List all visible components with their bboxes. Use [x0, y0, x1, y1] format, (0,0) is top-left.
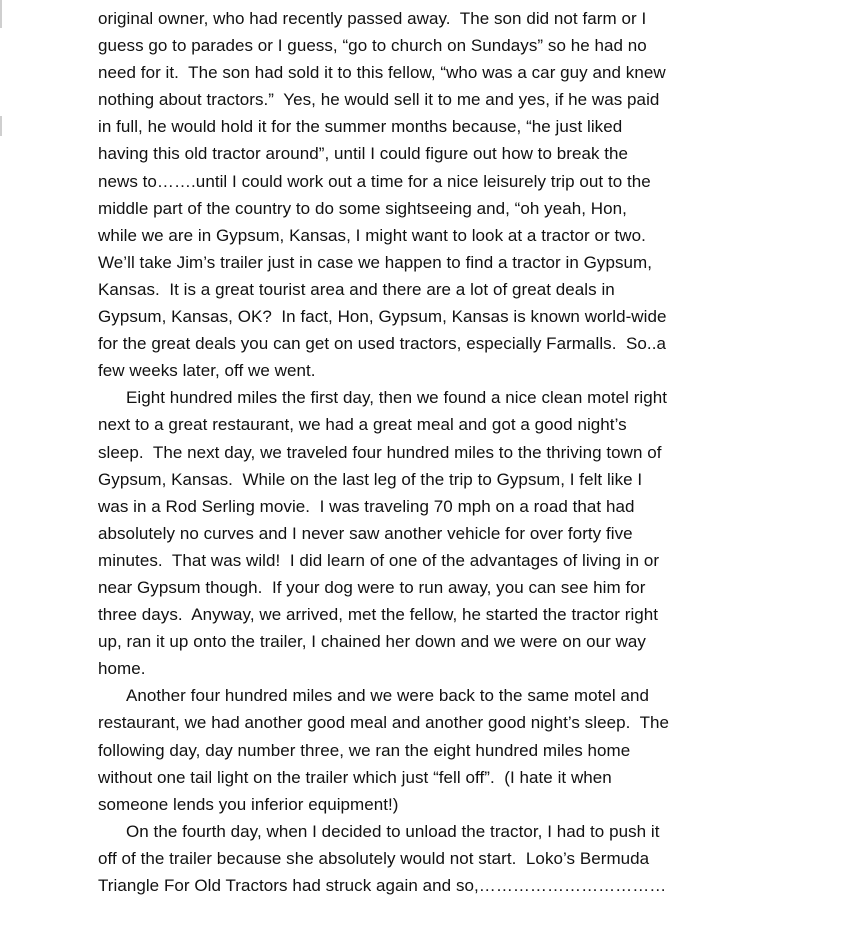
text-line: someone lends you inferior equipment!) [98, 794, 399, 814]
paragraph-first-line: Eight hundred miles the first day, then we found a nice clean motel right [126, 388, 668, 408]
text-line: Triangle For Old Tractors had struck again and so,…………………………… [98, 876, 667, 895]
paragraph-first-line: On the fourth day, when I decided to unload the tractor, I had to push it [126, 821, 660, 841]
text-line: news to…….until I could work out a time for a nice leisurely trip out to the [98, 171, 651, 191]
text-line: next to a great restaurant, we had a great meal and got a good night’s [98, 415, 627, 435]
text-line: was in a Rod Serling movie. I was traveling 70 mph on a road that had [98, 496, 635, 516]
text-line: need for it. The son had sold it to this fellow, “who was a car guy and knew [98, 63, 666, 83]
text-line: near Gypsum though. If your dog were to run away, you can see him for [98, 577, 646, 597]
text-line: restaurant, we had another good meal and another good night’s sleep. The [98, 713, 670, 733]
text-line: few weeks later, off we went. [98, 361, 316, 381]
text-line: middle part of the country to do some sightseeing and, “oh yeah, Hon, [98, 198, 627, 218]
scan-edge-mark [0, 0, 2, 28]
text-line: nothing about tractors.” Yes, he would sell it to me and yes, if he was paid [98, 90, 660, 110]
text-line: three days. Anyway, we arrived, met the fellow, he started the tractor right [98, 605, 659, 625]
text-line: original owner, who had recently passed away. The son did not farm or I [98, 9, 647, 28]
text-line: while we are in Gypsum, Kansas, I might want to look at a tractor or two. [98, 225, 646, 245]
text-line: having this old tractor around”, until I could figure out how to break the [98, 144, 629, 164]
text-line: We’ll take Jim’s trailer just in case we happen to find a tractor in Gypsum, [98, 252, 653, 272]
text-line: Gypsum, Kansas. While on the last leg of the trip to Gypsum, I felt like I [98, 469, 643, 489]
text-line: following day, day number three, we ran the eight hundred miles home [98, 740, 631, 760]
text-line: Kansas. It is a great tourist area and there are a lot of great deals in [98, 279, 615, 299]
text-line: in full, he would hold it for the summer months because, “he just liked [98, 117, 623, 137]
scan-edge-mark [0, 116, 2, 136]
text-line: Gypsum, Kansas, OK? In fact, Hon, Gypsum, Kansas is known world-wide [98, 307, 667, 327]
document-body [98, 5, 758, 899]
text-line: up, ran it up onto the trailer, I chained her down and we were on our way [98, 632, 646, 652]
text-line: for the great deals you can get on used tractors, especially Farmalls. So..a [98, 334, 666, 354]
text-line: guess go to parades or I guess, “go to church on Sundays” so he had no [98, 36, 647, 56]
text-line: absolutely no curves and I never saw another vehicle for over forty five [98, 523, 633, 543]
paragraph-first-line: Another four hundred miles and we were back to the same motel and [126, 686, 649, 706]
text-line: minutes. That was wild! I did learn of one of the advantages of living in or [98, 550, 660, 570]
text-line: home. [98, 659, 146, 679]
text-line: off of the trailer because she absolutely would not start. Loko’s Bermuda [98, 848, 650, 868]
text-line: without one tail light on the trailer which just “fell off”. (I hate it when [98, 767, 612, 787]
text-line: sleep. The next day, we traveled four hundred miles to the thriving town of [98, 442, 662, 462]
